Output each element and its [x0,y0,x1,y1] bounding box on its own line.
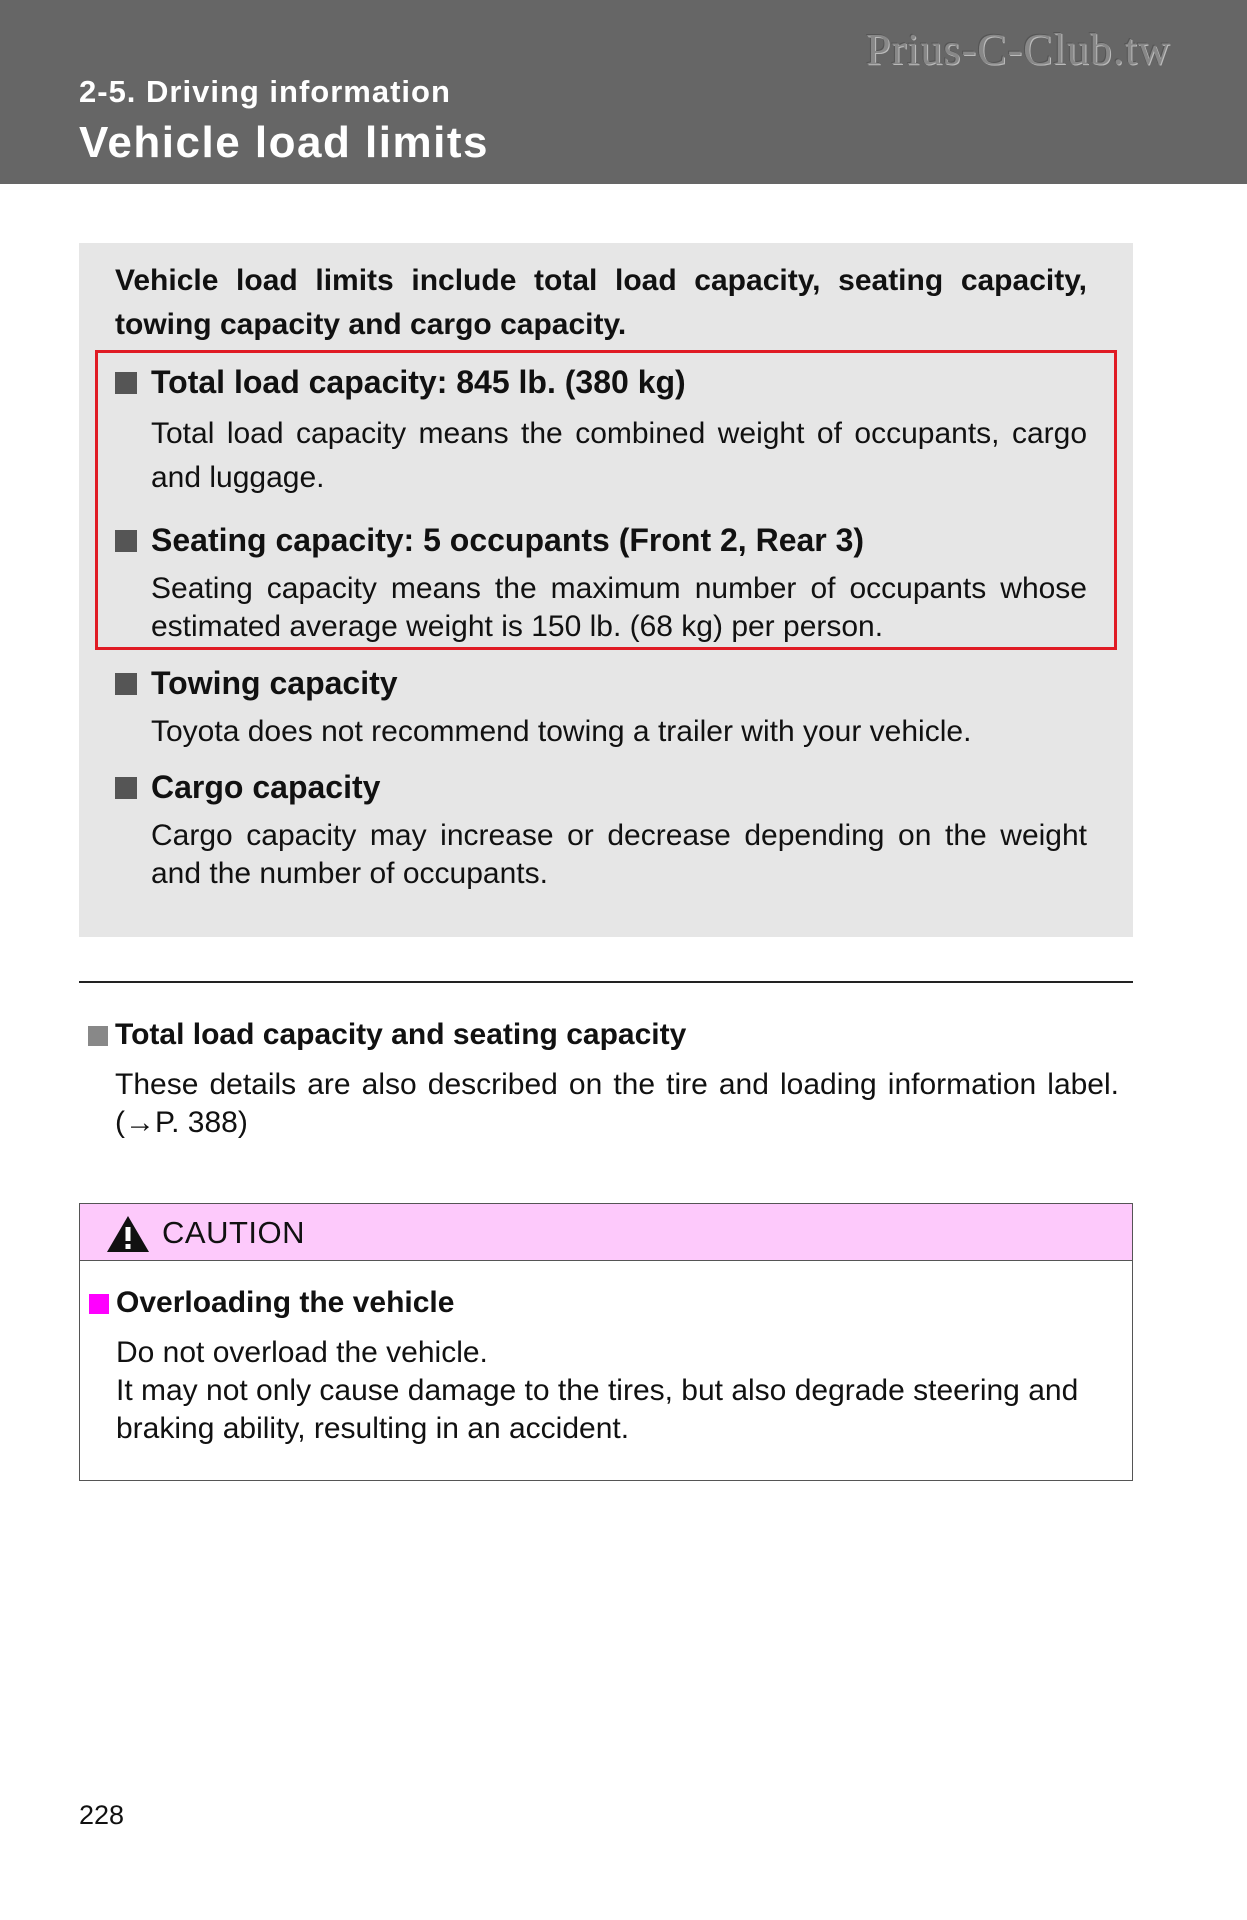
square-bullet-icon [89,1294,109,1314]
item-seating-capacity [115,520,1105,646]
watermark: Prius-C-Club.tw [866,25,1171,74]
page-header [0,0,1247,184]
note-heading: Total load capacity and seating capacity [88,1016,686,1054]
item-heading: Towing capacity [115,663,1105,703]
warning-triangle-icon [106,1214,150,1254]
caution-line: It may not only cause damage to the tires, but also degrade steering and braking ability, resulting in an accident. [116,1374,1079,1445]
square-bullet-icon [115,673,137,695]
item-heading: Cargo capacity [115,767,1105,807]
item-heading: Seating capacity: 5 occupants (Front 2, Rear 3) [115,520,1105,560]
summary-intro: Vehicle load limits include total load capacity, seating capacity, towing capacity and cargo capacity. [115,264,1087,341]
page-title: Vehicle load limits [79,118,489,167]
item-body: Seating capacity means the maximum number of occupants whose estimated average weight is 150 lb. (68 kg) per person. [151,572,1087,643]
caution-heading: Overloading the vehicle [89,1284,454,1322]
item-towing-capacity [115,663,1105,751]
section-label: 2-5. Driving information [79,74,451,109]
item-body: Total load capacity means the combined weight of occupants, cargo and luggage. [151,417,1087,494]
item-cargo-capacity [115,767,1105,893]
caution-title: CAUTION [162,1215,305,1250]
item-total-load-capacity [115,362,1105,500]
caution-body [116,1334,1120,1448]
item-heading: Total load capacity: 845 lb. (380 kg) [115,362,1105,402]
note-body: These details are also described on the tire and loading information label. (→P. 388) [115,1068,1119,1139]
divider-rule [79,981,1133,983]
item-body: Cargo capacity may increase or decrease depending on the weight and the number of occupants. [151,819,1087,890]
square-bullet-icon [115,372,137,394]
load-limits-summary-box [79,243,1133,937]
square-bullet-icon [115,777,137,799]
caution-header [80,1204,1132,1261]
page-number: 228 [79,1800,125,1830]
square-bullet-icon [88,1026,108,1046]
caution-box [79,1203,1133,1481]
square-bullet-icon [115,530,137,552]
item-body: Toyota does not recommend towing a trailer with your vehicle. [151,715,972,748]
caution-line: Do not overload the vehicle. [116,1336,488,1369]
